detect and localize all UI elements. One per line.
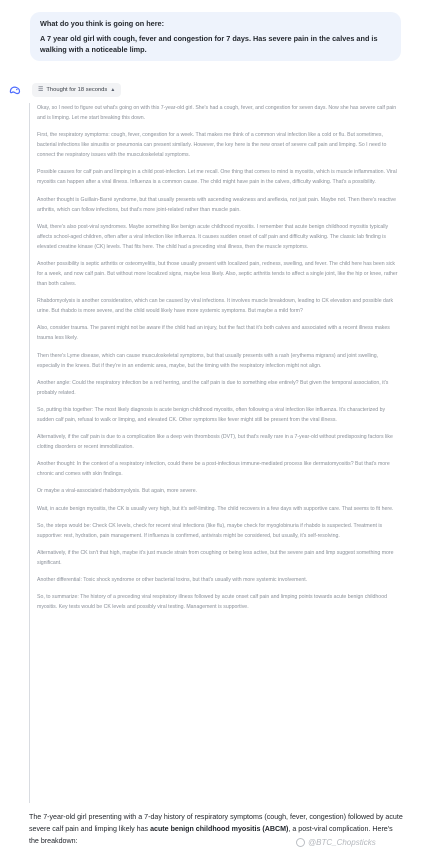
thought-toggle-button[interactable] — [32, 83, 121, 97]
thought-paragraph: Wait, in acute benign myositis, the CK is usually very high, but it's self-limiting. The child recovers in a few days with supportive care. That seems to fit here. — [37, 505, 394, 512]
thought-paragraph: Okay, so I need to figure out what's going on with this 7-year-old girl. She's had a cough, fever, and congestion for seven days. Now she has severe calf pain and is limping. Let me start breaking this down. — [37, 105, 397, 121]
thought-paragraph: So, to summarize: The history of a preceding viral respiratory illness followed by acute onset calf pain and limping points towards acute benign childhood myositis. Key tests would be CK levels and possibly viral testing. Management is supportive. — [37, 594, 387, 611]
thought-paragraph: Or maybe a viral-associated rhabdomyolysis. But again, more severe. — [37, 488, 198, 495]
thought-paragraph: Another thought is Guillain-Barré syndrome, but that usually presents with ascending weakness and areflexia, not just pain. Maybe not. Then there's reactive arthritis, which can follow infections, but that's more joint-related rather than muscle pain. — [37, 196, 397, 213]
thought-paragraph: Then there's Lyme disease, which can cause musculoskeletal symptoms, but that usually presents with a rash (erythema migrans) and joint swelling, especially in the knees. But if they're in an endemic area, maybe, but the timing with the respiratory infection might not align. — [37, 352, 379, 369]
thought-paragraph: Possible causes for calf pain and limping in a child post-infection. Let me recall. One thing that comes to mind is myositis, which is muscle inflammation. Viral myositis can happen after a viral illness. Influenza is a common cause. The child might have pain in the calves, difficulty walking. That's a possibility. — [37, 169, 397, 186]
watermark-logo-icon — [296, 838, 305, 847]
chevron-up-icon: ▲ — [110, 87, 116, 93]
user-message-text: A 7 year old girl with cough, fever and congestion for 7 days. Has severe pain in the calves and is walking with a noticeable limp. — [40, 34, 378, 54]
assistant-whale-icon — [9, 84, 21, 96]
watermark-text: @BTC_Chopsticks — [308, 838, 376, 847]
thought-paragraph: Rhabdomyolysis is another consideration, which can be caused by viral infections. It involves muscle breakdown, leading to CK elevation and possible dark urine. But rhabdo is more severe, and the child would likely have more systemic symptoms. But maybe a mild form? — [37, 298, 394, 315]
thought-paragraph: Alternatively, if the calf pain is due to a complication like a deep vein thrombosis (DVT), but that's really rare in a 7-year-old without predisposing factors like clotting disorders or recent immobilization. — [37, 434, 393, 451]
answer-diagnosis: acute benign childhood myositis (ABCM) — [150, 825, 289, 833]
thought-content — [29, 103, 401, 803]
thought-paragraph: Another possibility is septic arthritis or osteomyelitis, but those usually present with localized pain, redness, swelling, and fever. The child here has been sick for a week, and now calf pain. But without more localized signs, maybe less likely. Also, septic arthritis tends to affect a single joint, like the hip or knee, rather than both calves. — [37, 260, 398, 287]
answer-outro: , a post-viral complication. Here's the breakdown: — [29, 825, 393, 845]
thought-paragraph: Wait, there's also post-viral syndromes. Maybe something like benign acute childhood myositis. I remember that acute benign childhood myositis typically affects school-aged children, often after a viral infection like influenza. It causes sudden onset of calf pain and difficulty walking. The classic lab finding is elevated creatine kinase (CK) levels. That fits here. The child had a preceding viral illness, then the muscle symptoms. — [37, 223, 389, 250]
thought-paragraph: So, the steps would be: Check CK levels, check for recent viral infections (like flu), maybe check for myoglobinuria if rhabdo is suspected. Treatment is supportive: rest, hydration, pain management. If influenza is confirmed, antivirals might be considered, but usually, it's self-resolving. — [37, 522, 383, 539]
thought-paragraph: Another thought: In the context of a respiratory infection, could there be a post-infectious immune-mediated process like dermatomyositis? But that's more chronic and comes with skin findings. — [37, 461, 390, 478]
thought-paragraph: Another angle: Could the respiratory infection be a red herring, and the calf pain is due to something else entirely? But given the temporal association, it's probably related. — [37, 379, 389, 396]
thought-paragraph: So, putting this together: The most likely diagnosis is acute benign childhood myositis, often following a viral infection like influenza. It's characterized by sudden calf pain, refusal to walk or limping, and elevated CK. Other symptoms like fever might still be present from the viral illness. — [37, 406, 386, 423]
user-question: What do you think is going on here: — [40, 19, 165, 28]
answer-intro: The 7-year-old girl presenting with a 7-day history of respiratory symptoms (cough, fever, congestion) followed by acute severe calf pain and limping likely has — [29, 813, 403, 833]
thought-label: Thought for 18 seconds — [46, 87, 108, 93]
thought-paragraph: Also, consider trauma. The parent might not be aware if the child had an injury, but the fact that it's both calves and associated with a recent illness makes trauma less likely. — [37, 325, 390, 342]
thought-paragraph: Another differential: Toxic shock syndrome or other bacterial toxins, but that's usually with more systemic involvement. — [37, 577, 308, 584]
list-icon: ☰ — [38, 87, 44, 93]
user-message-bubble — [30, 12, 401, 61]
thought-paragraph: First, the respiratory symptoms: cough, fever, congestion for a week. That makes me think of a common viral infection like a cold or flu. But sometimes, bacterial infections like sinusitis or pneumonia can present similarly. However, the key here is the new onset of severe calf pain and limping. So I need to connect the respiratory issues with the musculoskeletal symptoms. — [37, 132, 387, 159]
watermark — [296, 838, 376, 847]
thought-paragraph: Alternatively, if the CK isn't that high, maybe it's just muscle strain from coughing or being less active, but the severe pain and limp suggest something more significant. — [37, 550, 394, 566]
